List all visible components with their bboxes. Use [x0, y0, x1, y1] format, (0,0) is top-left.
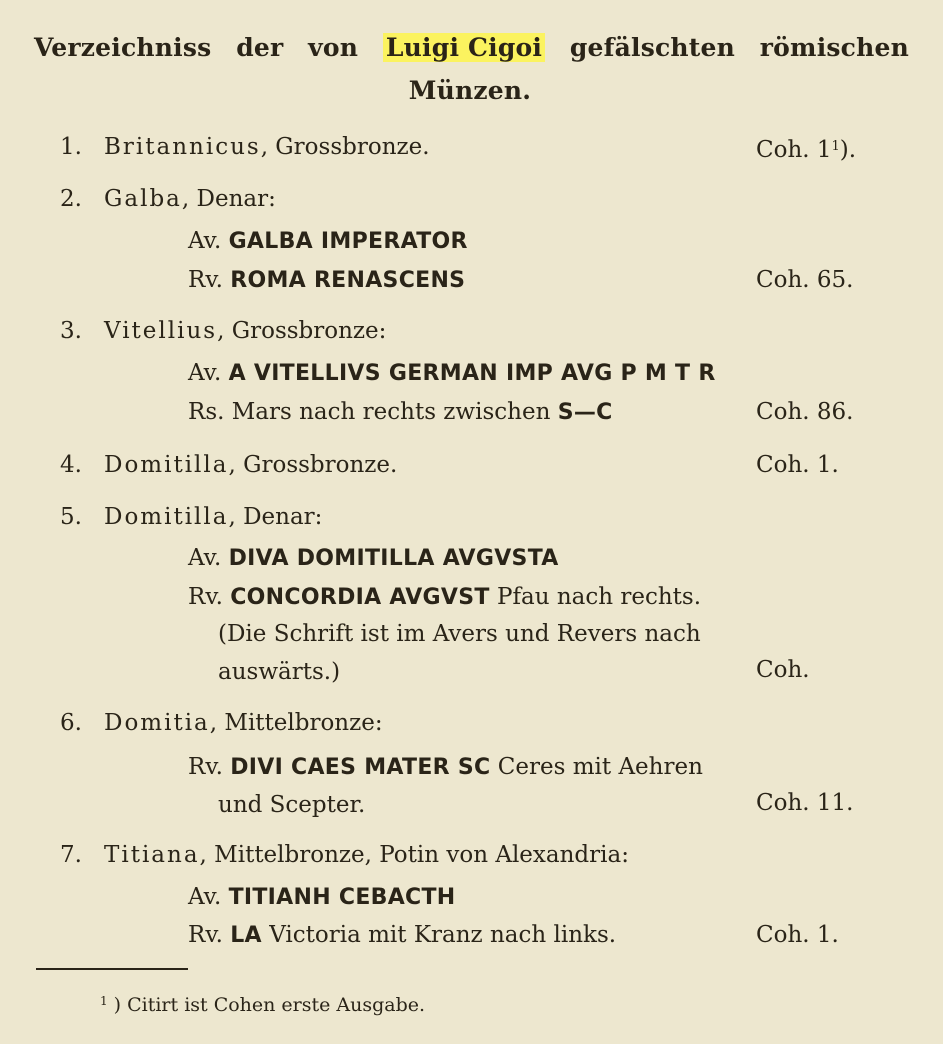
- reverse-line: Rv. DIVI CAES MATER SC Ceres mit Aehren: [188, 754, 703, 780]
- title-word: römischen: [759, 33, 909, 62]
- entry-heading: Domitilla, Denar:: [104, 504, 323, 530]
- obverse-line: Av. GALBA IMPERATOR: [188, 228, 468, 254]
- entry-number: 3.: [60, 318, 82, 344]
- entry-heading: Britannicus, Grossbronze.: [104, 134, 430, 160]
- cohen-reference: Coh. 11.: [756, 790, 854, 816]
- entry-heading: Domitia, Mittelbronze:: [104, 710, 383, 736]
- note-line: (Die Schrift ist im Avers und Revers nach: [218, 621, 701, 647]
- cohen-reference: Coh. 65.: [756, 267, 854, 293]
- title-word: der: [236, 33, 284, 62]
- entry-heading: Domitilla, Grossbronze.: [104, 452, 398, 478]
- reverse-line: Rv. CONCORDIA AVGVST Pfau nach rechts.: [188, 584, 702, 610]
- cohen-reference: Coh.: [756, 657, 810, 683]
- entry-number: 1.: [60, 134, 82, 160]
- entry-number: 5.: [60, 504, 82, 530]
- obverse-line: Av. TITIANH CEBACTH: [188, 884, 456, 910]
- title-word: Verzeichniss: [34, 33, 212, 62]
- obverse-line: Av. A VITELLIVS GERMAN IMP AVG P M T R: [188, 360, 716, 386]
- entry-number: 7.: [60, 842, 82, 868]
- footnote: $^1$ ) Citirt ist Cohen erste Ausgabe.: [100, 994, 426, 1016]
- entry-number: 2.: [60, 186, 82, 212]
- footnote-rule: [36, 968, 188, 970]
- reverse-continuation: und Scepter.: [218, 792, 366, 818]
- cohen-reference: Coh. $1^1$).: [756, 137, 857, 163]
- cohen-reference: Coh. 86.: [756, 399, 854, 425]
- page-title: [34, 33, 909, 62]
- obverse-line: Av. DIVA DOMITILLA AVGVSTA: [188, 545, 559, 571]
- title-word: von: [308, 33, 359, 62]
- entry-number: 4.: [60, 452, 82, 478]
- page-title-line2: Münzen.: [408, 76, 532, 105]
- entry-heading: Galba, Denar:: [104, 186, 276, 212]
- entry-heading: Vitellius, Grossbronze:: [104, 318, 387, 344]
- reverse-line: Rv. ROMA RENASCENS: [188, 267, 466, 293]
- entry-number: 6.: [60, 710, 82, 736]
- reverse-line: Rv. LA Victoria mit Kranz nach links.: [188, 922, 617, 948]
- entry-heading: Titiana, Mittelbronze, Potin von Alexandria:: [104, 842, 629, 868]
- cohen-reference: Coh. 1.: [756, 922, 839, 948]
- reverse-line: Rs. Mars nach rechts zwischen S—C: [188, 399, 613, 425]
- highlighted-name: Luigi Cigoi: [383, 33, 545, 62]
- title-word: gefälschten: [569, 33, 736, 62]
- note-line: auswärts.): [218, 659, 341, 685]
- cohen-reference: Coh. 1.: [756, 452, 839, 478]
